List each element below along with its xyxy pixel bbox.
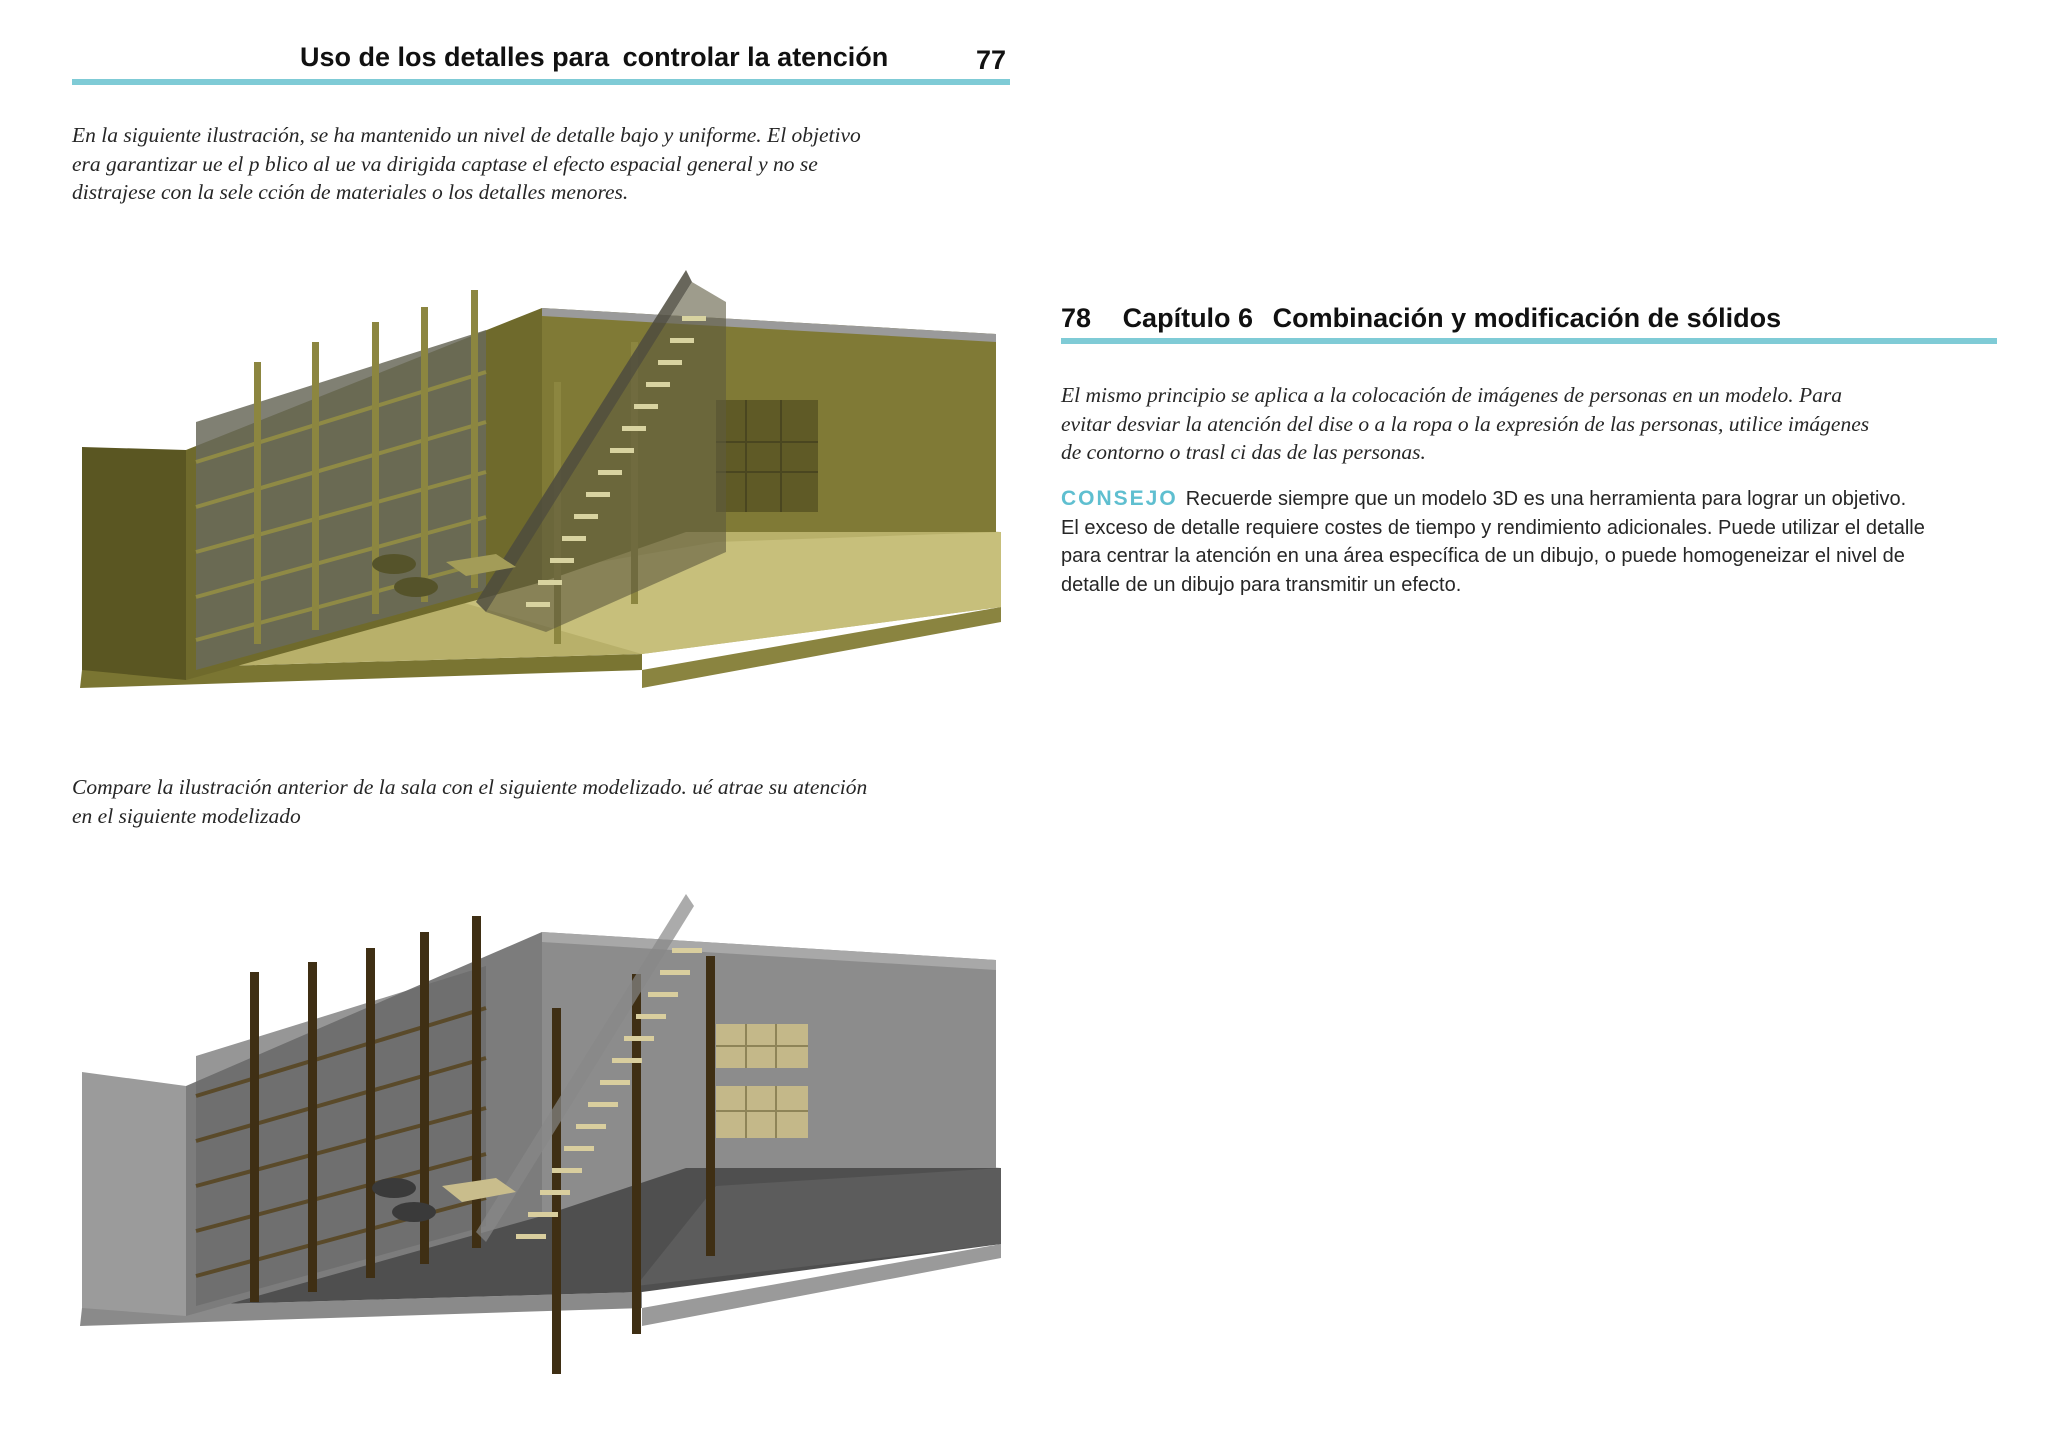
varied-detail-room-model	[76, 886, 1006, 1374]
compare-paragraph	[72, 773, 867, 830]
text-line: distrajese con la sele cción de materiales o los detalles menores.	[72, 180, 629, 204]
sofa	[392, 1202, 436, 1222]
page-number-left: 77	[976, 45, 1007, 75]
text-line: El exceso de detalle requiere costes de tiempo y rendimiento adicionales. Puede utilizar el detalle	[1061, 516, 1925, 539]
chapter-label: Capítulo 6	[1122, 303, 1254, 333]
text-line: Compare la ilustración anterior de la sala con el siguiente modelizado. ué atrae su atención	[72, 775, 868, 799]
chapter-title: Combinación y modificación de sólidos	[1272, 303, 1782, 333]
text-line: detalle de un dibujo para transmitir un efecto.	[1061, 573, 1462, 596]
sofa	[394, 577, 438, 597]
tip-box	[1061, 485, 1925, 599]
chapter-heading	[1061, 303, 1781, 334]
text-line: En la siguiente ilustración, se ha mantenido un nivel de detalle bajo y uniforme. El objetivo	[72, 123, 861, 147]
tip-text: Recuerde siempre que un modelo 3D es una herramienta para lograr un objetivo.	[1185, 488, 1907, 510]
text-line: El mismo principio se aplica a la colocación de imágenes de personas en un modelo. Para	[1061, 383, 1843, 407]
text-line	[1061, 485, 1925, 514]
text-line: de contorno o trasl ci das de las personas.	[1061, 440, 1426, 464]
running-head-left	[300, 42, 888, 73]
left-wall	[82, 447, 186, 680]
principle-paragraph	[1061, 381, 1869, 467]
sofa	[372, 554, 416, 574]
page-number-right: 78	[1061, 303, 1092, 333]
header-rule-right	[1061, 338, 1997, 344]
text-line: en el siguiente modelizado	[72, 803, 301, 828]
right-page	[1024, 0, 2048, 1448]
running-head-main: controlar la atención	[622, 42, 889, 72]
running-head-prefix: Uso de los detalles para	[300, 42, 610, 72]
text-line: era garantizar ue el p blico al ue va dirigida captase el efecto espacial general y no se	[72, 151, 818, 176]
left-wall	[82, 1072, 186, 1316]
header-rule-left	[72, 79, 1010, 85]
tip-label: CONSEJO	[1061, 487, 1178, 510]
uniform-detail-room-model	[76, 262, 1006, 750]
sofa	[372, 1178, 416, 1198]
text-line: para centrar la atención en una área específica de un dibujo, o puede homogeneizar el nivel de	[1061, 545, 1905, 567]
cabinets	[716, 400, 818, 512]
text-line: evitar desviar la atención del dise o a la ropa o la expresión de las personas, utilice imágenes	[1061, 411, 1870, 436]
intro-paragraph	[72, 121, 861, 207]
